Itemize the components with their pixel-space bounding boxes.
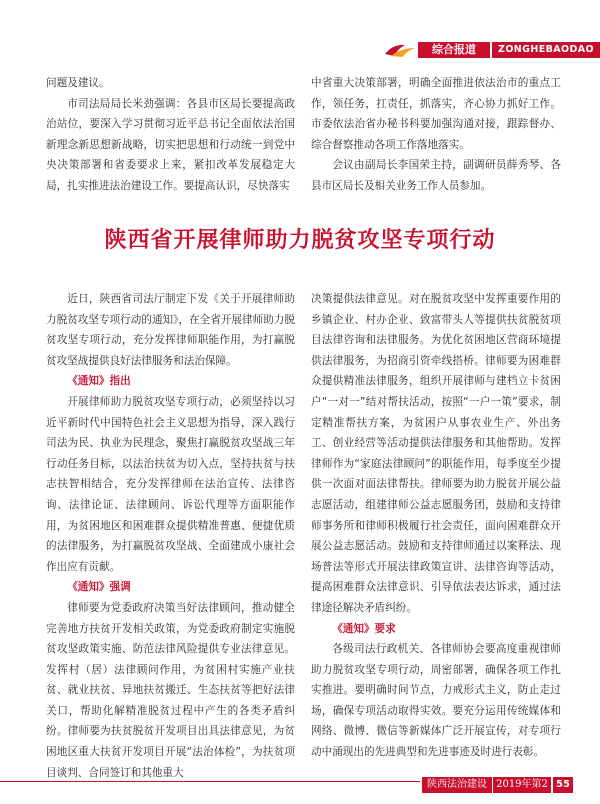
paragraph: 会议由副局长李国荣主持，副调研员薛秀琴、各县市区局长及相关业务工作人员参加。 bbox=[311, 159, 561, 192]
paragraph: 近日，陕西省司法厅制定下发《关于开展律师助力脱贫攻坚专项行动的通知》，在全省开展律师助力脱贫攻坚专项行动，充分发挥律师职能作用，为打赢脱贫攻坚战提供良好法律服务和法治保障。 bbox=[46, 293, 295, 367]
paragraph: 开展律师助力脱贫攻坚专项行动，必须坚持以习近平新时代中国特色社会主义思想为指导，深入践行司法为民、执业为民理念，聚焦打赢脱贫攻坚战三年行动任务目标，以法治扶贫为切入点，坚持扶贫与扶志扶智相结合，充分发挥律师在法治宣传、法律咨询、法律论证、法律顾问、诉讼代理等方面职能作用，为贫困地区和困难群众提供精准普惠、便捷优质的法律服务，为打赢脱贫攻坚战、全面建成小康社会作出应有贡献。 bbox=[46, 395, 295, 573]
article-title: 陕西省开展律师助力脱贫攻坚专项行动 bbox=[104, 228, 496, 253]
article-column-left bbox=[46, 289, 295, 783]
subheading: 《通知》强调 bbox=[67, 581, 131, 594]
page-header bbox=[0, 42, 600, 58]
paragraph: 中省重大决策部署，明确全面推进依法治市的重点工作，领任务，扛责任，抓落实，齐心协力抓好工作。市委依法治省办秘书科要加强沟通对接，跟踪督办、综合督察推动各项工作落地落实。 bbox=[311, 77, 561, 151]
page-footer bbox=[0, 777, 600, 804]
section-title-pinyin: ZONGHEBAODAO bbox=[492, 42, 600, 58]
magazine-name: 陕西法治建设 bbox=[422, 777, 492, 793]
red-sail-logo-icon bbox=[383, 42, 417, 58]
paragraph: 决策提供法律意见。对在脱贫攻坚中发挥重要作用的乡镇企业、村办企业、致富带头人等提供扶贫脱贫项目法律咨询和法律服务。为优化贫困地区营商环境提供法律服务，为招商引资牵线搭桥。律师要为困难群众提供精准法律服务，组织开展律师与建档立卡贫困户“一对一”结对帮扶活动，按照“一户一策”要求，制定精准帮扶方案，为贫困户从事农业生产、外出务工、创业经营等活动提供法律服务和其他帮助。发挥律师作为“家庭法律顾问”的职能作用，每季度至少提供一次面对面法律帮扶。律师要为助力脱贫开展公益志愿活动，组建律师公益志愿服务团，鼓励和支持律师事务所和律师积极履行社会责任，面向困难群众开展公益志愿活动。鼓励和支持律师通过以案释法、现场普法等形式开展法律政策宣讲、法律咨询等活动，提高困难群众法律意识、引导依法表达诉求，通过法律途径解决矛盾纠纷。 bbox=[311, 293, 561, 614]
article-column-right bbox=[311, 289, 561, 763]
continued-text-right bbox=[311, 73, 561, 197]
page-number: 55 bbox=[553, 777, 573, 793]
paragraph: 律师要为党委政府决策当好法律顾问，推动健全完善地方扶贫开发相关政策，为党委政府制定实施脱贫攻坚政策实施、防范法律风险提供专业法律意见。发挥村（居）法律顾问作用，为贫困村实施产业扶贫、就业扶贫、异地扶贫搬迁、生态扶贫等把好法律关口，帮助化解精准脱贫过程中产生的各类矛盾纠纷。律师要为扶贫脱贫开发项目出具法律意见，为贫困地区重大扶贫开发项目开展“法治体检”，为扶贫项目谈判、合同签订和其他重大 bbox=[46, 601, 295, 779]
subheading: 《通知》要求 bbox=[332, 622, 396, 635]
issue-number: 2019年第2期 bbox=[493, 777, 551, 793]
subheading: 《通知》指出 bbox=[67, 375, 131, 388]
paragraph: 问题及建议。 bbox=[46, 77, 110, 89]
continued-text-left bbox=[46, 73, 295, 197]
paragraph: 各级司法行政机关、各律师协会要高度重视律师助力脱贫攻坚专项行动，周密部署，确保各项工作扎实推进。要明确时间节点，力戒形式主义，防止走过场，确保专项活动取得实效。要充分运用传统媒体和网络、微博、微信等新媒体广泛开展宣传，对专项行动中涌现出的先进典型和先进事迹及时进行表彰。 bbox=[311, 643, 561, 759]
paragraph: 市司法局局长米劲强调：各县市区局长要提高政治站位，要深入学习贯彻习近平总书记全面依法治国新理念新思想新战略，切实把思想和行动统一到党中央决策部署和省委要求上来，紧扣改革发展稳定大局，扎实推进法治建设工作。要提高认识，尽快落实 bbox=[46, 97, 295, 192]
footer-rule bbox=[0, 781, 420, 782]
section-title: 综合报道 bbox=[418, 42, 490, 58]
